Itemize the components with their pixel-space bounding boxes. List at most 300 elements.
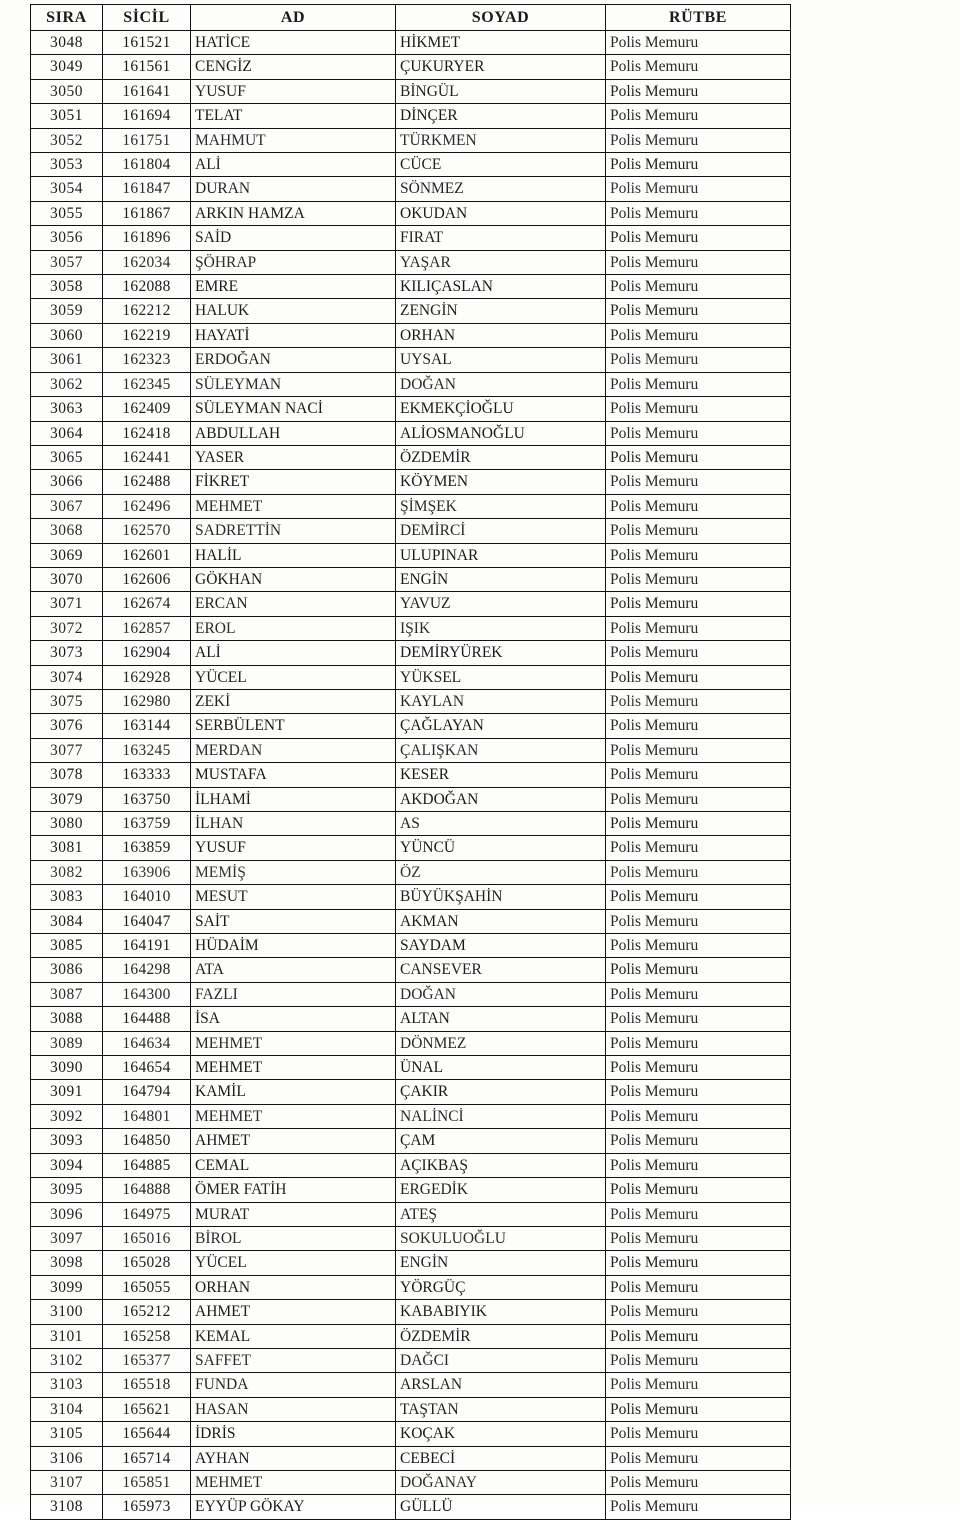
cell-soyad: DEMİRYÜREK [396, 641, 606, 665]
cell-soyad: DOĞANAY [396, 1470, 606, 1494]
cell-ad: ZEKİ [191, 689, 396, 713]
table-row [31, 79, 791, 103]
cell-sicil: 162904 [103, 641, 191, 665]
cell-rutbe: Polis Memuru [606, 641, 791, 665]
cell-ad: MEMİŞ [191, 860, 396, 884]
cell-soyad: ENGİN [396, 567, 606, 591]
cell-soyad: NALİNCİ [396, 1104, 606, 1128]
table-row [31, 519, 791, 543]
cell-ad: ARKIN HAMZA [191, 201, 396, 225]
table-row [31, 153, 791, 177]
cell-soyad: GÜLLÜ [396, 1495, 606, 1519]
cell-sira: 3094 [31, 1153, 103, 1177]
cell-sicil: 165973 [103, 1495, 191, 1519]
cell-sicil: 165851 [103, 1470, 191, 1494]
cell-ad: YUSUF [191, 836, 396, 860]
cell-sicil: 163333 [103, 763, 191, 787]
cell-soyad: FIRAT [396, 226, 606, 250]
cell-soyad: ATEŞ [396, 1202, 606, 1226]
cell-sira: 3104 [31, 1397, 103, 1421]
cell-sicil: 165621 [103, 1397, 191, 1421]
column-header-rutbe: RÜTBE [606, 5, 791, 31]
cell-rutbe: Polis Memuru [606, 885, 791, 909]
cell-rutbe: Polis Memuru [606, 1056, 791, 1080]
table-row [31, 738, 791, 762]
table-row [31, 1007, 791, 1031]
cell-ad: EROL [191, 616, 396, 640]
cell-sira: 3080 [31, 812, 103, 836]
cell-ad: İDRİS [191, 1422, 396, 1446]
table-row [31, 689, 791, 713]
table-body [31, 31, 791, 1520]
cell-ad: ALİ [191, 641, 396, 665]
cell-sira: 3067 [31, 494, 103, 518]
table-row [31, 1129, 791, 1153]
cell-ad: MEHMET [191, 494, 396, 518]
cell-sira: 3068 [31, 519, 103, 543]
cell-rutbe: Polis Memuru [606, 1251, 791, 1275]
cell-sicil: 163759 [103, 812, 191, 836]
cell-rutbe: Polis Memuru [606, 665, 791, 689]
cell-ad: İLHAN [191, 812, 396, 836]
cell-ad: SÜLEYMAN [191, 372, 396, 396]
cell-rutbe: Polis Memuru [606, 543, 791, 567]
cell-soyad: ÖZDEMİR [396, 1324, 606, 1348]
table-row [31, 1397, 791, 1421]
table-row [31, 934, 791, 958]
cell-rutbe: Polis Memuru [606, 55, 791, 79]
cell-sicil: 162034 [103, 250, 191, 274]
cell-sicil: 164885 [103, 1153, 191, 1177]
cell-sira: 3085 [31, 934, 103, 958]
cell-rutbe: Polis Memuru [606, 421, 791, 445]
cell-sicil: 162606 [103, 567, 191, 591]
cell-soyad: ŞİMŞEK [396, 494, 606, 518]
cell-rutbe: Polis Memuru [606, 323, 791, 347]
table-row [31, 1153, 791, 1177]
cell-sira: 3054 [31, 177, 103, 201]
cell-sicil: 164654 [103, 1056, 191, 1080]
cell-ad: CENGİZ [191, 55, 396, 79]
table-row [31, 31, 791, 55]
cell-sicil: 162409 [103, 397, 191, 421]
cell-ad: GÖKHAN [191, 567, 396, 591]
cell-ad: ERDOĞAN [191, 348, 396, 372]
cell-rutbe: Polis Memuru [606, 1397, 791, 1421]
cell-rutbe: Polis Memuru [606, 1446, 791, 1470]
cell-sicil: 162441 [103, 445, 191, 469]
cell-ad: HATİCE [191, 31, 396, 55]
cell-ad: YASER [191, 445, 396, 469]
cell-sicil: 164191 [103, 934, 191, 958]
table-row [31, 1446, 791, 1470]
cell-rutbe: Polis Memuru [606, 592, 791, 616]
cell-sicil: 165644 [103, 1422, 191, 1446]
cell-ad: ABDULLAH [191, 421, 396, 445]
cell-soyad: SOKULUOĞLU [396, 1226, 606, 1250]
cell-sicil: 164300 [103, 982, 191, 1006]
cell-sicil: 162345 [103, 372, 191, 396]
cell-sira: 3074 [31, 665, 103, 689]
cell-sira: 3099 [31, 1275, 103, 1299]
cell-rutbe: Polis Memuru [606, 836, 791, 860]
cell-sicil: 164975 [103, 1202, 191, 1226]
cell-sicil: 164801 [103, 1104, 191, 1128]
cell-sira: 3071 [31, 592, 103, 616]
table-row [31, 372, 791, 396]
cell-soyad: DAĞCI [396, 1348, 606, 1372]
table-row [31, 641, 791, 665]
cell-soyad: ALTAN [396, 1007, 606, 1031]
cell-sicil: 161641 [103, 79, 191, 103]
cell-sicil: 164488 [103, 1007, 191, 1031]
cell-ad: HÜDAİM [191, 934, 396, 958]
cell-sira: 3072 [31, 616, 103, 640]
cell-soyad: KOÇAK [396, 1422, 606, 1446]
cell-ad: YÜCEL [191, 1251, 396, 1275]
cell-ad: MEHMET [191, 1031, 396, 1055]
cell-soyad: ULUPINAR [396, 543, 606, 567]
cell-sicil: 161694 [103, 104, 191, 128]
cell-sira: 3084 [31, 909, 103, 933]
table-row [31, 470, 791, 494]
table-row [31, 665, 791, 689]
cell-soyad: ALİOSMANOĞLU [396, 421, 606, 445]
cell-soyad: IŞIK [396, 616, 606, 640]
table-header-row [31, 5, 791, 31]
cell-soyad: ZENGİN [396, 299, 606, 323]
cell-rutbe: Polis Memuru [606, 299, 791, 323]
cell-rutbe: Polis Memuru [606, 226, 791, 250]
table-row [31, 763, 791, 787]
cell-sicil: 164010 [103, 885, 191, 909]
cell-ad: FAZLI [191, 982, 396, 1006]
cell-sicil: 164794 [103, 1080, 191, 1104]
cell-ad: EMRE [191, 275, 396, 299]
cell-rutbe: Polis Memuru [606, 1348, 791, 1372]
cell-ad: ERCAN [191, 592, 396, 616]
cell-ad: KEMAL [191, 1324, 396, 1348]
cell-sicil: 162496 [103, 494, 191, 518]
cell-ad: YUSUF [191, 79, 396, 103]
cell-rutbe: Polis Memuru [606, 982, 791, 1006]
cell-sira: 3076 [31, 714, 103, 738]
column-header-soyad: SOYAD [396, 5, 606, 31]
cell-rutbe: Polis Memuru [606, 201, 791, 225]
cell-sira: 3101 [31, 1324, 103, 1348]
table-row [31, 1470, 791, 1494]
cell-sira: 3053 [31, 153, 103, 177]
cell-ad: CEMAL [191, 1153, 396, 1177]
cell-ad: İLHAMİ [191, 787, 396, 811]
cell-rutbe: Polis Memuru [606, 348, 791, 372]
cell-rutbe: Polis Memuru [606, 1495, 791, 1519]
cell-sira: 3048 [31, 31, 103, 55]
cell-sira: 3096 [31, 1202, 103, 1226]
cell-sira: 3066 [31, 470, 103, 494]
cell-rutbe: Polis Memuru [606, 1422, 791, 1446]
table-row [31, 177, 791, 201]
cell-rutbe: Polis Memuru [606, 445, 791, 469]
table-row [31, 1422, 791, 1446]
cell-rutbe: Polis Memuru [606, 104, 791, 128]
cell-soyad: BÜYÜKŞAHİN [396, 885, 606, 909]
cell-sicil: 164634 [103, 1031, 191, 1055]
table-row [31, 323, 791, 347]
cell-sicil: 161804 [103, 153, 191, 177]
cell-rutbe: Polis Memuru [606, 1031, 791, 1055]
cell-soyad: YAVUZ [396, 592, 606, 616]
cell-rutbe: Polis Memuru [606, 1104, 791, 1128]
cell-sira: 3052 [31, 128, 103, 152]
cell-rutbe: Polis Memuru [606, 1202, 791, 1226]
cell-ad: FİKRET [191, 470, 396, 494]
cell-soyad: SÖNMEZ [396, 177, 606, 201]
table-row [31, 1031, 791, 1055]
cell-sira: 3102 [31, 1348, 103, 1372]
cell-ad: ÖMER FATİH [191, 1178, 396, 1202]
cell-soyad: OKUDAN [396, 201, 606, 225]
cell-sicil: 162857 [103, 616, 191, 640]
cell-sicil: 162674 [103, 592, 191, 616]
cell-sira: 3097 [31, 1226, 103, 1250]
cell-rutbe: Polis Memuru [606, 372, 791, 396]
cell-sira: 3106 [31, 1446, 103, 1470]
cell-sira: 3051 [31, 104, 103, 128]
cell-sira: 3077 [31, 738, 103, 762]
cell-sicil: 162928 [103, 665, 191, 689]
cell-sira: 3093 [31, 1129, 103, 1153]
cell-soyad: EKMEKÇİOĞLU [396, 397, 606, 421]
cell-ad: YÜCEL [191, 665, 396, 689]
table-row [31, 1373, 791, 1397]
cell-sicil: 162323 [103, 348, 191, 372]
table-row [31, 1080, 791, 1104]
cell-ad: TELAT [191, 104, 396, 128]
cell-soyad: DÖNMEZ [396, 1031, 606, 1055]
cell-ad: MAHMUT [191, 128, 396, 152]
cell-ad: BİROL [191, 1226, 396, 1250]
cell-rutbe: Polis Memuru [606, 689, 791, 713]
cell-sicil: 165212 [103, 1300, 191, 1324]
column-header-sicil: SİCİL [103, 5, 191, 31]
table-row [31, 812, 791, 836]
cell-ad: HAYATİ [191, 323, 396, 347]
cell-sicil: 165016 [103, 1226, 191, 1250]
table-row [31, 250, 791, 274]
table-row [31, 55, 791, 79]
cell-rutbe: Polis Memuru [606, 1226, 791, 1250]
cell-sicil: 163245 [103, 738, 191, 762]
cell-sira: 3107 [31, 1470, 103, 1494]
cell-soyad: HİKMET [396, 31, 606, 55]
cell-ad: MEHMET [191, 1470, 396, 1494]
cell-soyad: DOĞAN [396, 372, 606, 396]
cell-soyad: ÖZ [396, 860, 606, 884]
table-row [31, 1226, 791, 1250]
table-row [31, 1324, 791, 1348]
cell-soyad: AS [396, 812, 606, 836]
cell-soyad: CEBECİ [396, 1446, 606, 1470]
table-row [31, 1300, 791, 1324]
cell-ad: ATA [191, 958, 396, 982]
cell-soyad: UYSAL [396, 348, 606, 372]
table-row [31, 543, 791, 567]
cell-sira: 3063 [31, 397, 103, 421]
cell-soyad: KABABIYIK [396, 1300, 606, 1324]
cell-sicil: 163144 [103, 714, 191, 738]
cell-soyad: YÜNCÜ [396, 836, 606, 860]
cell-soyad: KILIÇASLAN [396, 275, 606, 299]
cell-soyad: ENGİN [396, 1251, 606, 1275]
table-row [31, 128, 791, 152]
cell-sira: 3061 [31, 348, 103, 372]
cell-rutbe: Polis Memuru [606, 397, 791, 421]
cell-sira: 3089 [31, 1031, 103, 1055]
table-row [31, 982, 791, 1006]
cell-rutbe: Polis Memuru [606, 250, 791, 274]
cell-sira: 3050 [31, 79, 103, 103]
cell-soyad: KAYLAN [396, 689, 606, 713]
cell-sicil: 161751 [103, 128, 191, 152]
cell-ad: MEHMET [191, 1104, 396, 1128]
cell-rutbe: Polis Memuru [606, 1275, 791, 1299]
cell-ad: MERDAN [191, 738, 396, 762]
cell-soyad: YÖRGÜÇ [396, 1275, 606, 1299]
cell-rutbe: Polis Memuru [606, 494, 791, 518]
cell-ad: ALİ [191, 153, 396, 177]
cell-soyad: ÇAKIR [396, 1080, 606, 1104]
cell-soyad: DOĞAN [396, 982, 606, 1006]
cell-rutbe: Polis Memuru [606, 860, 791, 884]
table-row [31, 1251, 791, 1275]
cell-sira: 3081 [31, 836, 103, 860]
cell-sicil: 163859 [103, 836, 191, 860]
cell-sira: 3062 [31, 372, 103, 396]
cell-rutbe: Polis Memuru [606, 714, 791, 738]
cell-sira: 3100 [31, 1300, 103, 1324]
cell-sicil: 162601 [103, 543, 191, 567]
cell-soyad: ÇALIŞKAN [396, 738, 606, 762]
cell-ad: İSA [191, 1007, 396, 1031]
cell-soyad: ÇAM [396, 1129, 606, 1153]
table-row [31, 1178, 791, 1202]
cell-soyad: AKMAN [396, 909, 606, 933]
cell-soyad: SAYDAM [396, 934, 606, 958]
cell-rutbe: Polis Memuru [606, 616, 791, 640]
cell-sira: 3092 [31, 1104, 103, 1128]
cell-sicil: 162488 [103, 470, 191, 494]
cell-sira: 3064 [31, 421, 103, 445]
cell-sira: 3105 [31, 1422, 103, 1446]
cell-ad: AHMET [191, 1300, 396, 1324]
cell-rutbe: Polis Memuru [606, 128, 791, 152]
cell-ad: AYHAN [191, 1446, 396, 1470]
cell-ad: DURAN [191, 177, 396, 201]
cell-ad: MUSTAFA [191, 763, 396, 787]
cell-rutbe: Polis Memuru [606, 153, 791, 177]
table-row [31, 421, 791, 445]
cell-sira: 3098 [31, 1251, 103, 1275]
cell-ad: KAMİL [191, 1080, 396, 1104]
table-row [31, 226, 791, 250]
cell-rutbe: Polis Memuru [606, 470, 791, 494]
cell-sira: 3070 [31, 567, 103, 591]
cell-rutbe: Polis Memuru [606, 79, 791, 103]
cell-soyad: CANSEVER [396, 958, 606, 982]
cell-sicil: 162212 [103, 299, 191, 323]
cell-rutbe: Polis Memuru [606, 909, 791, 933]
cell-soyad: ÇAĞLAYAN [396, 714, 606, 738]
cell-soyad: TÜRKMEN [396, 128, 606, 152]
cell-soyad: ARSLAN [396, 1373, 606, 1397]
cell-soyad: BİNGÜL [396, 79, 606, 103]
cell-rutbe: Polis Memuru [606, 812, 791, 836]
cell-sicil: 161896 [103, 226, 191, 250]
cell-rutbe: Polis Memuru [606, 1373, 791, 1397]
cell-sira: 3087 [31, 982, 103, 1006]
cell-rutbe: Polis Memuru [606, 1178, 791, 1202]
cell-soyad: ÖZDEMİR [396, 445, 606, 469]
cell-sicil: 163906 [103, 860, 191, 884]
table-row [31, 1348, 791, 1372]
table-row [31, 1104, 791, 1128]
cell-sira: 3082 [31, 860, 103, 884]
cell-sira: 3057 [31, 250, 103, 274]
cell-sira: 3060 [31, 323, 103, 347]
cell-sira: 3078 [31, 763, 103, 787]
cell-sira: 3079 [31, 787, 103, 811]
cell-rutbe: Polis Memuru [606, 1324, 791, 1348]
cell-soyad: ORHAN [396, 323, 606, 347]
cell-rutbe: Polis Memuru [606, 1300, 791, 1324]
cell-sicil: 165377 [103, 1348, 191, 1372]
cell-soyad: AÇIKBAŞ [396, 1153, 606, 1177]
cell-sira: 3075 [31, 689, 103, 713]
table-row [31, 592, 791, 616]
cell-sira: 3065 [31, 445, 103, 469]
cell-rutbe: Polis Memuru [606, 1470, 791, 1494]
table-row [31, 909, 791, 933]
cell-sira: 3073 [31, 641, 103, 665]
cell-soyad: DEMİRCİ [396, 519, 606, 543]
table-row [31, 714, 791, 738]
table-row [31, 201, 791, 225]
cell-sicil: 161867 [103, 201, 191, 225]
table-row [31, 275, 791, 299]
cell-ad: EYYÜP GÖKAY [191, 1495, 396, 1519]
table-row [31, 1275, 791, 1299]
cell-sicil: 164850 [103, 1129, 191, 1153]
cell-sicil: 165258 [103, 1324, 191, 1348]
cell-ad: SAİT [191, 909, 396, 933]
cell-sira: 3103 [31, 1373, 103, 1397]
cell-sicil: 165518 [103, 1373, 191, 1397]
cell-sira: 3108 [31, 1495, 103, 1519]
table-row [31, 958, 791, 982]
cell-rutbe: Polis Memuru [606, 567, 791, 591]
cell-rutbe: Polis Memuru [606, 787, 791, 811]
column-header-ad: AD [191, 5, 396, 31]
cell-rutbe: Polis Memuru [606, 738, 791, 762]
cell-sira: 3059 [31, 299, 103, 323]
cell-rutbe: Polis Memuru [606, 31, 791, 55]
cell-soyad: ÜNAL [396, 1056, 606, 1080]
cell-sicil: 162570 [103, 519, 191, 543]
table-row [31, 104, 791, 128]
cell-soyad: YAŞAR [396, 250, 606, 274]
cell-ad: MURAT [191, 1202, 396, 1226]
